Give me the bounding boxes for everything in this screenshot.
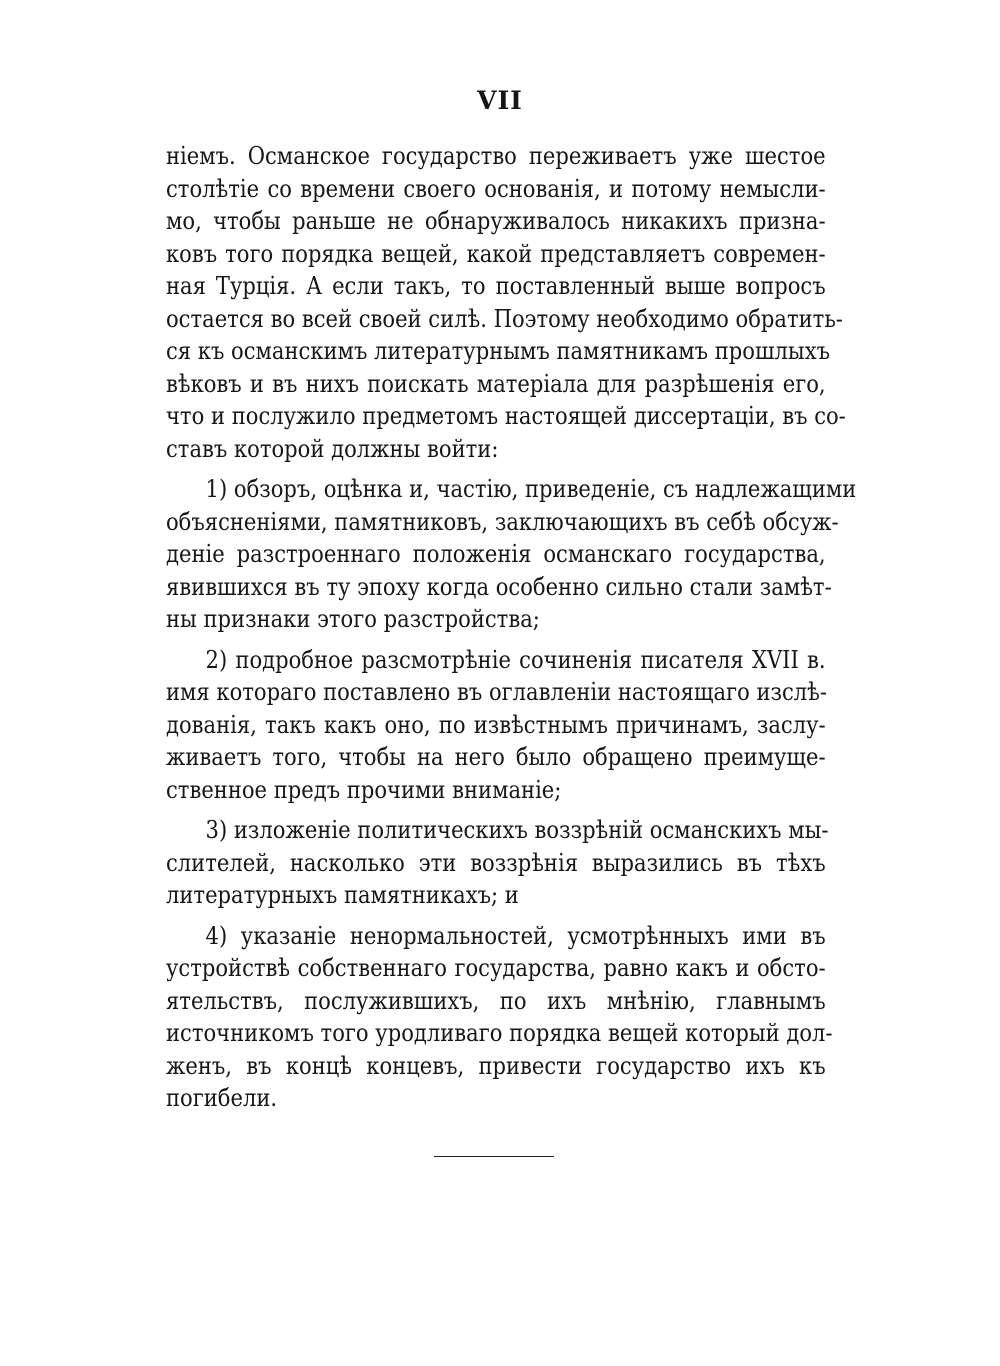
text-line: литературныхъ памятникахъ; и [166, 880, 519, 909]
list-item-4 [166, 920, 833, 1115]
text-line: вѣковъ и въ нихъ поискать матеріала для разрѣшенія его, [166, 368, 826, 398]
text-line: слителей, насколько эти воззрѣнія выразились въ тѣхъ [166, 847, 826, 877]
text-line: живаетъ того, чтобы на него было обращено преимуще- [166, 742, 826, 771]
paragraph [166, 140, 846, 465]
text-line: имя котораго поставлено въ оглавленіи настоящаго изслѣ- [166, 677, 828, 706]
text-line: мо, чтобы раньше не обнаруживалось никакихъ призна- [166, 206, 826, 235]
text-line: ніемъ. Османское государство переживаетъ уже шестое [166, 141, 826, 170]
text-line: 2) подробное разсмотрѣніе сочиненія писателя XVII в. [205, 644, 826, 674]
text-line: остается во всей своей силѣ. Поэтому необходимо обратить- [166, 303, 843, 333]
body-text [166, 140, 857, 1115]
list-item-2 [166, 644, 826, 807]
text-line: женъ, въ концѣ концевъ, привести государство ихъ къ [166, 1050, 826, 1080]
text-line: 3) изложеніе политическихъ воззрѣній османскихъ мы- [205, 815, 829, 844]
text-line: 1) обзоръ, оцѣнка и, частію, приведеніе, съ надлежащими [205, 474, 857, 503]
text-line: устройствѣ собственнаго государства, равно какъ и обсто- [166, 953, 826, 982]
text-line: ятельствъ, послужившихъ, по ихъ мнѣнію, главнымъ [166, 985, 826, 1015]
text-line: ковъ того порядка вещей, какой представляетъ современ- [166, 238, 826, 268]
page-number: VII [477, 86, 523, 115]
text-line: что и послужило предметомъ настоящей диссертаціи, въ со- [166, 401, 846, 430]
text-line: дованія, такъ какъ оно, по извѣстнымъ причинамъ, заслу- [166, 709, 826, 739]
text-line: ственное предъ прочими вниманіе; [166, 774, 562, 804]
text-line: столѣтіе со времени своего основанія, и потому немысли- [166, 173, 826, 203]
text-line: объясненіями, памятниковъ, заключающихъ въ себѣ обсуж- [166, 506, 839, 536]
list-item-1 [166, 473, 857, 636]
text-line: деніе разстроеннаго положенія османскаго государства, [166, 539, 826, 568]
text-line: погибели. [166, 1083, 278, 1112]
text-line: 4) указаніе ненормальностей, усмотрѣнныхъ ими въ [205, 920, 826, 950]
text-line: ставъ которой должны войти: [166, 433, 499, 463]
list-item-3 [166, 814, 829, 912]
text-line: явившихся въ ту эпоху когда особенно сильно стали замѣт- [166, 571, 832, 601]
closing-rule-divider [434, 1156, 554, 1157]
text-line: ная Турція. А если такъ, то поставленный выше вопросъ [166, 271, 826, 300]
text-line: ся къ османскимъ литературнымъ памятникамъ прошлыхъ [166, 336, 831, 365]
text-line: ны признаки этого разстройства; [166, 604, 540, 633]
text-line: источникомъ того уродливаго порядка вещей который дол- [166, 1018, 833, 1047]
